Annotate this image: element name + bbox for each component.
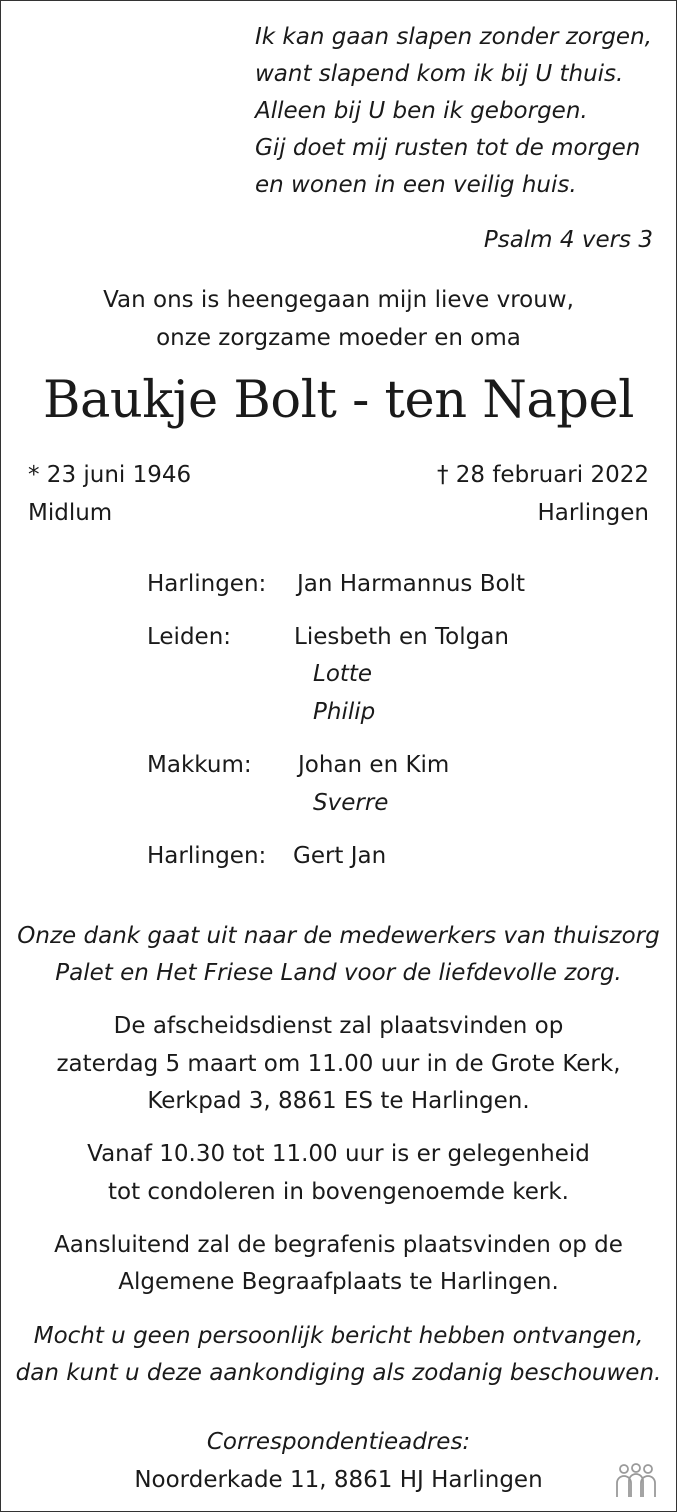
family-names: Johan en Kim	[298, 752, 450, 778]
family-names: Gert Jan	[293, 843, 387, 869]
thanks-line-1: Onze dank gaat uit naar de medewerkers van thuiszorg	[17, 923, 660, 949]
condolence-line-2: tot condoleren in bovengenoemde kerk.	[108, 1179, 569, 1205]
burial-line-2: Algemene Begraafplaats te Harlingen.	[118, 1269, 559, 1295]
poem-source: Psalm 4 vers 3	[483, 227, 653, 253]
birth-place: Midlum	[28, 500, 113, 526]
family-place: Makkum:	[147, 752, 252, 778]
notice-line-1: Mocht u geen persoonlijk bericht hebben ontvangen,	[33, 1323, 644, 1349]
intro-line-2: onze zorgzame moeder en oma	[156, 325, 521, 351]
burial-line-1: Aansluitend zal de begrafenis plaatsvinden op de	[54, 1232, 623, 1258]
family-names: Liesbeth en Tolgan	[294, 624, 509, 650]
correspondence-address: Noorderkade 11, 8861 HJ Harlingen	[134, 1467, 543, 1493]
grandchild-name: Lotte	[313, 661, 373, 687]
poem	[255, 19, 652, 204]
correspondence-label: Correspondentieadres:	[206, 1429, 471, 1455]
poem-line: Gij doet mij rusten tot de morgen	[255, 135, 641, 161]
birth-date: * 23 juni 1946	[28, 462, 192, 488]
service-line-1: De afscheidsdienst zal plaatsvinden op	[113, 1013, 564, 1039]
thanks-line-2: Palet en Het Friese Land voor de liefdevolle zorg.	[55, 960, 622, 986]
family-place: Leiden:	[147, 624, 232, 650]
family-place: Harlingen:	[147, 843, 267, 869]
poem-line: Alleen bij U ben ik geborgen.	[255, 98, 588, 124]
people-group-icon[interactable]	[612, 1463, 660, 1499]
service-line-3: Kerkpad 3, 8861 ES te Harlingen.	[147, 1088, 530, 1114]
poem-line: en wonen in een veilig huis.	[255, 172, 577, 198]
death-date: † 28 februari 2022	[436, 462, 649, 488]
service-line-2: zaterdag 5 maart om 11.00 uur in de Grote Kerk,	[56, 1051, 621, 1077]
intro-line-1: Van ons is heengegaan mijn lieve vrouw,	[103, 287, 574, 313]
condolence-line-1: Vanaf 10.30 tot 11.00 uur is er gelegenheid	[87, 1141, 590, 1167]
grandchild-name: Sverre	[313, 790, 389, 816]
family-names: Jan Harmannus Bolt	[297, 571, 525, 597]
deceased-name: Baukje Bolt - ten Napel	[43, 371, 634, 430]
death-place: Harlingen	[537, 500, 649, 526]
notice-line-2: dan kunt u deze aankondiging als zodanig beschouwen.	[15, 1360, 662, 1386]
poem-line: want slapend kom ik bij U thuis.	[255, 61, 624, 87]
family-place: Harlingen:	[147, 571, 267, 597]
grandchild-name: Philip	[313, 699, 376, 725]
poem-line: Ik kan gaan slapen zonder zorgen,	[255, 24, 652, 50]
